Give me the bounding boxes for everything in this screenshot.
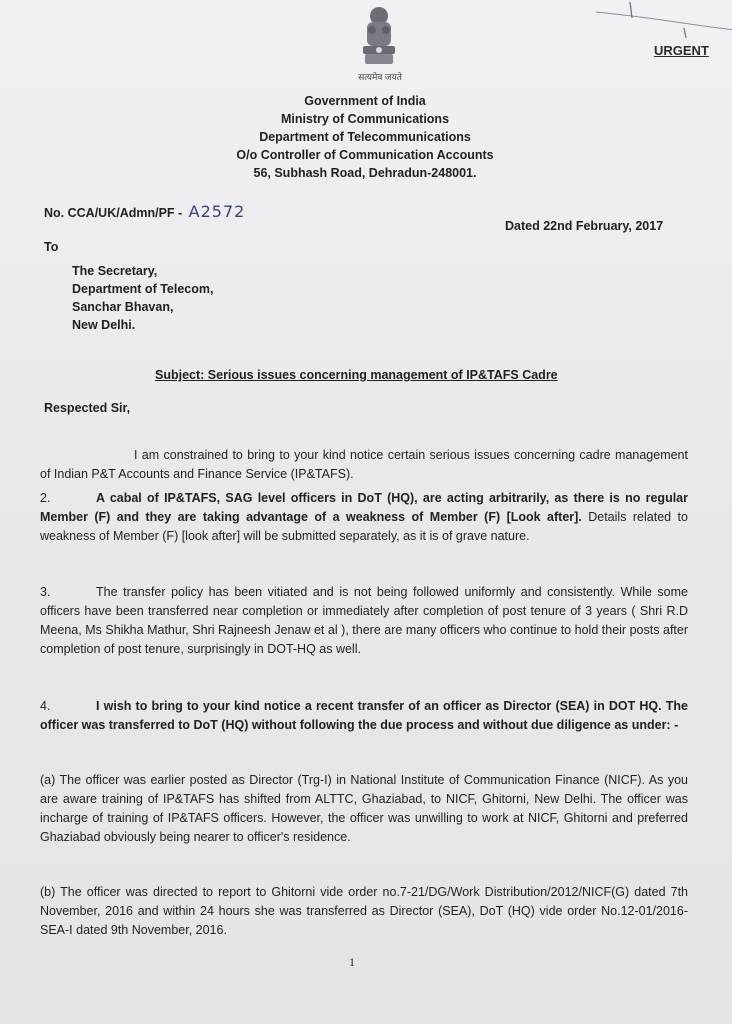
addressee-block [72,262,213,334]
paragraph-3-text: The transfer policy has been vitiated and is not being followed uniformly and consistently. While some officers have been transferred near completion or immediately after completion of post tenure of 3 years ( Shri R.D Meena, Ms Shikha Mathur, Shri Rajneesh Jenaw et al ), there are many officers who continue to hold their posts after completion of post tenure, surprisingly in DOT-HQ as well. [40,585,688,656]
letter-date: Dated 22nd February, 2017 [505,219,664,233]
letterhead-line-ministry: Ministry of Communications [280,112,450,126]
letterhead-line-department: Department of Telecommunications [259,130,471,144]
handwritten-file-number: A2572 [188,202,246,221]
paragraph-2 [40,489,688,546]
salutation: Respected Sir, [44,401,131,415]
paragraph-2-text: Details related to weakness of Member (F) [look after] will be submitted separately, as it is of grave nature. [40,510,688,543]
paragraph-4-text: I wish to bring to your kind notice a recent transfer of an officer as Director (SEA) in DOT HQ. The officer was transferred to DoT (HQ) without following the due process and without due diligence as under: - [40,699,688,732]
urgent-label: URGENT [654,43,709,58]
addressee-line: Department of Telecom, [72,282,214,296]
paragraph-1-text: I am constrained to bring to your kind notice certain serious issues concerning cadre management of Indian P&T Accounts and Finance Service (IP&TAFS). [40,448,688,481]
reference-number-text: No. CCA/UK/Admn/PF - [44,206,183,220]
paragraph-2-number: 2. [40,491,51,505]
letterhead-line-office: O/o Controller of Communication Accounts [236,148,494,162]
letterhead-line-address: 56, Subhash Road, Dehradun-248001. [253,166,477,180]
paragraph-3 [40,583,688,659]
pen-mark-doodle [596,0,732,40]
reference-number [44,202,245,221]
paragraph-4b: (b) The officer was directed to report to Ghitorni vide order no.7-21/DG/Work Distribution/2012/NICF(G) dated 7th November, 2016 and within 24 hours she was transferred as Director (SEA), DoT (HQ) vide order No.12-01/2016-SEA-I dated 9th November, 2016. [40,885,688,937]
paragraph-4a: (a) The officer was earlier posted as Director (Trg-I) in National Institute of Communication Finance (NICF). As you are aware training of IP&TAFS has shifted from ALTTC, Ghaziabad, to NICF, Ghitorni, New Delhi. The officer was incharge of training of IP&TAFS officers. However, the officer was unwilling to work at NICF, Ghitorni and preferred Ghaziabad obviously being nearer to officer's residence. [40,773,688,844]
paragraph-4-number: 4. [40,699,51,713]
subject-line: Subject: Serious issues concerning management of IP&TAFS Cadre [155,368,558,382]
national-emblem-icon [355,4,403,70]
letterhead-line-government: Government of India [304,94,426,108]
addressee-line: Sanchar Bhavan, [72,300,174,314]
addressee-line: The Secretary, [72,264,158,278]
paragraph-1 [40,446,688,484]
page-number: 1 [349,955,355,969]
addressee-line: New Delhi. [72,318,136,332]
emblem-caption: सत्यमेव जयते [358,72,402,82]
paragraph-3-number: 3. [40,585,51,599]
to-label: To [44,240,59,254]
paragraph-2-bold-text: A cabal of IP&TAFS, SAG level officers in DoT (HQ), are acting arbitrarily, as there is no regular Member (F) and they are taking advantage of a weakness of Member (F) [Look after]. [40,491,688,524]
paragraph-4 [40,697,688,735]
letterhead-address [200,92,530,182]
